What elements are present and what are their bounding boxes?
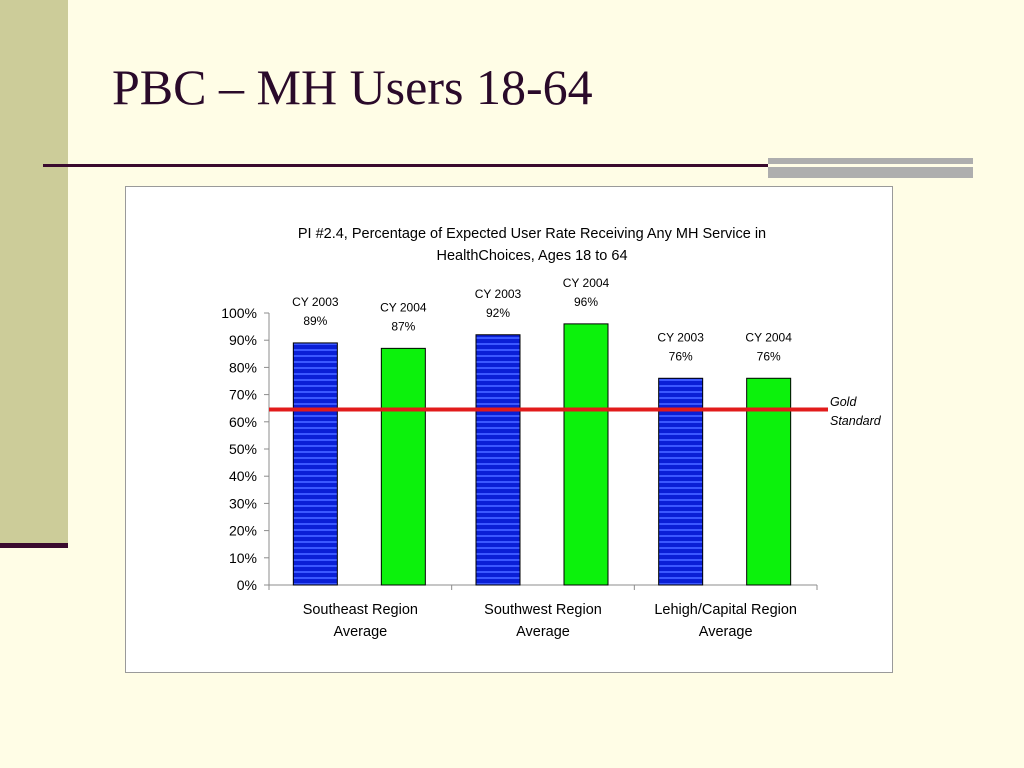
x-category-label: Average	[698, 624, 753, 640]
y-tick-label: 50%	[228, 441, 257, 457]
bar-chart	[126, 187, 892, 672]
y-tick-label: 100%	[221, 305, 257, 321]
data-label-value: 87%	[391, 319, 416, 334]
slide-title: PBC – MH Users 18-64	[112, 59, 593, 115]
y-tick-label: 90%	[228, 332, 257, 349]
title-divider-accent	[768, 158, 973, 178]
chart-title-line: PI #2.4, Percentage of Expected User Rate Receiving Any MH Service in	[297, 226, 767, 242]
gold-standard-label: Gold	[830, 395, 857, 409]
data-label-series: CY 2004	[562, 275, 610, 290]
left-decorative-band	[0, 0, 68, 546]
bar-cy-2003	[476, 335, 520, 585]
chart-frame	[125, 186, 893, 673]
x-category-label: Southeast Region	[302, 602, 418, 618]
data-label-value: 76%	[668, 349, 693, 364]
data-label-value: 89%	[303, 313, 328, 328]
data-label-value: 96%	[573, 294, 599, 309]
y-tick-label: 20%	[228, 522, 257, 539]
x-category-label: Average	[516, 624, 570, 640]
y-tick-label: 30%	[228, 495, 257, 512]
data-label-series: CY 2003	[657, 330, 704, 345]
y-tick-label: 60%	[228, 413, 257, 430]
data-label-series: CY 2003	[292, 294, 339, 309]
y-tick-label: 10%	[228, 549, 257, 566]
y-tick-label: 80%	[228, 359, 257, 376]
y-tick-label: 0%	[236, 577, 257, 593]
bar-cy-2004	[381, 348, 425, 585]
y-tick-label: 70%	[228, 386, 257, 403]
bar-cy-2004	[564, 324, 608, 585]
data-label-value: 76%	[756, 349, 781, 364]
x-category-label: Lehigh/Capital Region	[654, 602, 798, 618]
chart-title-line: HealthChoices, Ages 18 to 64	[436, 248, 628, 264]
gold-standard-label: Standard	[830, 414, 881, 428]
data-label-series: CY 2003	[474, 286, 522, 301]
data-label-value: 92%	[485, 305, 511, 320]
data-label-series: CY 2004	[380, 300, 427, 315]
x-category-label: Southwest Region	[484, 602, 602, 618]
bar-cy-2003	[293, 343, 337, 585]
y-tick-label: 40%	[228, 468, 257, 485]
data-label-series: CY 2004	[745, 330, 792, 345]
x-category-label: Average	[333, 624, 388, 640]
left-band-rule	[0, 543, 68, 548]
